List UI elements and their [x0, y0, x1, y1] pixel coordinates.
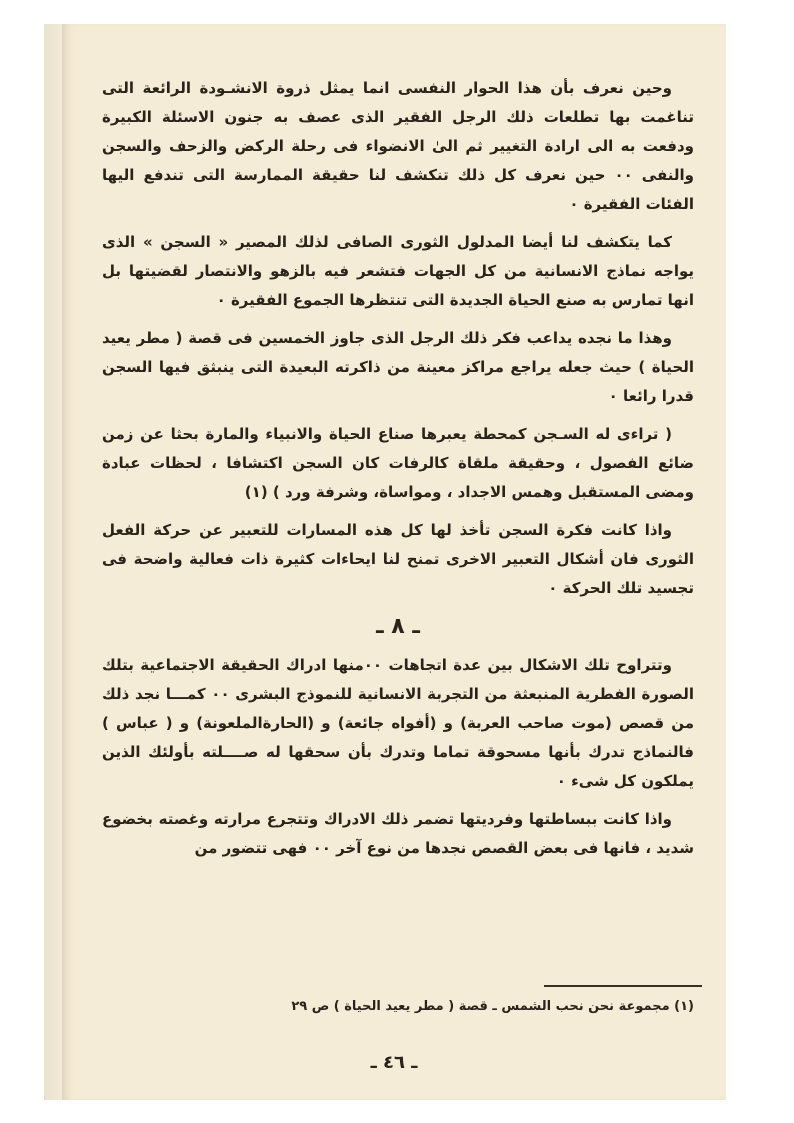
footnote-divider	[544, 985, 702, 987]
section-number: ـ ٨ ـ	[376, 614, 420, 639]
paragraph-5: واذا كانت فكرة السجن تأخذ لها كل هذه المسارات للتعبير عن حركة الفعل الثورى فان أشكال التعبير الاخرى تمنح لنا ايحاءات كثيرة ذات فعالية واضحة فى تجسيد تلك الحركة ٠	[102, 521, 694, 597]
paragraph-1: وحين نعرف بأن هذا الحوار النفسى انما يمثل ذروة الانشـودة الرائعة التى تناغمت بها تطلعات ذلك الرجل الفقير الذى عصف به جنون الاسئلة الكبيرة ودفعت به الى ارادة التغيير ثم الىٰ الانضواء فى رحلة الركض والزحف والسجن والنفى ٠٠ حين نعرف كل ذلك تنكشف لنا حقيقة الممارسة التى تندفع اليها الفئات الفقيرة ٠	[102, 79, 695, 213]
page-number: ـ ٤٦ ـ	[370, 1052, 418, 1073]
paragraph-7: واذا كانت ببساطتها وفرديتها تضمر ذلك الادراك وتتجرع مرارته وغصته بخضوع شديد ، فانها فى بعض القصص نجدها من نوع آخر ٠٠ فهى تتضور من	[102, 810, 694, 857]
page-paper	[62, 24, 726, 1100]
body-text	[102, 74, 694, 872]
footnote: (١) مجموعة نحن نحب الشمس ـ قصة ( مطر يعيد الحياة ) ص ٢٩	[291, 999, 694, 1014]
paragraph-2: كما يتكشف لنا أيضا المدلول الثورى الصافى لذلك المصير « السجن » الذى يواجه نماذج الانسانية من كل الجهات فتشعر فيه بالزهو والانتصار لقضيتها بل انها تمارس به صنع الحياة الجديدة التى تنتظرها الجموع الفقيرة ٠	[102, 233, 694, 309]
paragraph-3: وهذا ما نجده يداعب فكر ذلك الرجل الذى جاوز الخمسين فى قصة ( مطر يعيد الحياة ) حيث جعله يراجع مراكز معينة من ذاكرته البعيدة التى ينبثق فيها السجن قدرا رائعا ٠	[102, 329, 694, 405]
quote-paragraph: ( تراءى له السـجن كمحطة يعبرها صناع الحياة والانبياء والمارة بحثا عن زمن ضائع الفصول ، وحقيقة ملقاة كالرفات كان السجن اكتشافا ، لحظات عبادة ومضى المستقبل وهمس الاجداد ، ومواساة، وشرفة ورد ) (١)	[102, 425, 694, 501]
paragraph-6: وتتراوح تلك الاشكال بين عدة اتجاهات ٠٠منها ادراك الحقيقة الاجتماعية بتلك الصورة الفطرية المنبعثة من التجربة الانسانية للنموذج البشرى ٠٠ كمـــا نجد ذلك من قصص (موت صاحب العربة) و (أفواه جائعة) و (الحارةالملعونة) و ( عباس ) فالنماذج تدرك بأنها مسحوقة تماما وتدرك بأن سحقها له صــــلته بأولئك الذين يملكون كل شىء ٠	[102, 656, 694, 790]
